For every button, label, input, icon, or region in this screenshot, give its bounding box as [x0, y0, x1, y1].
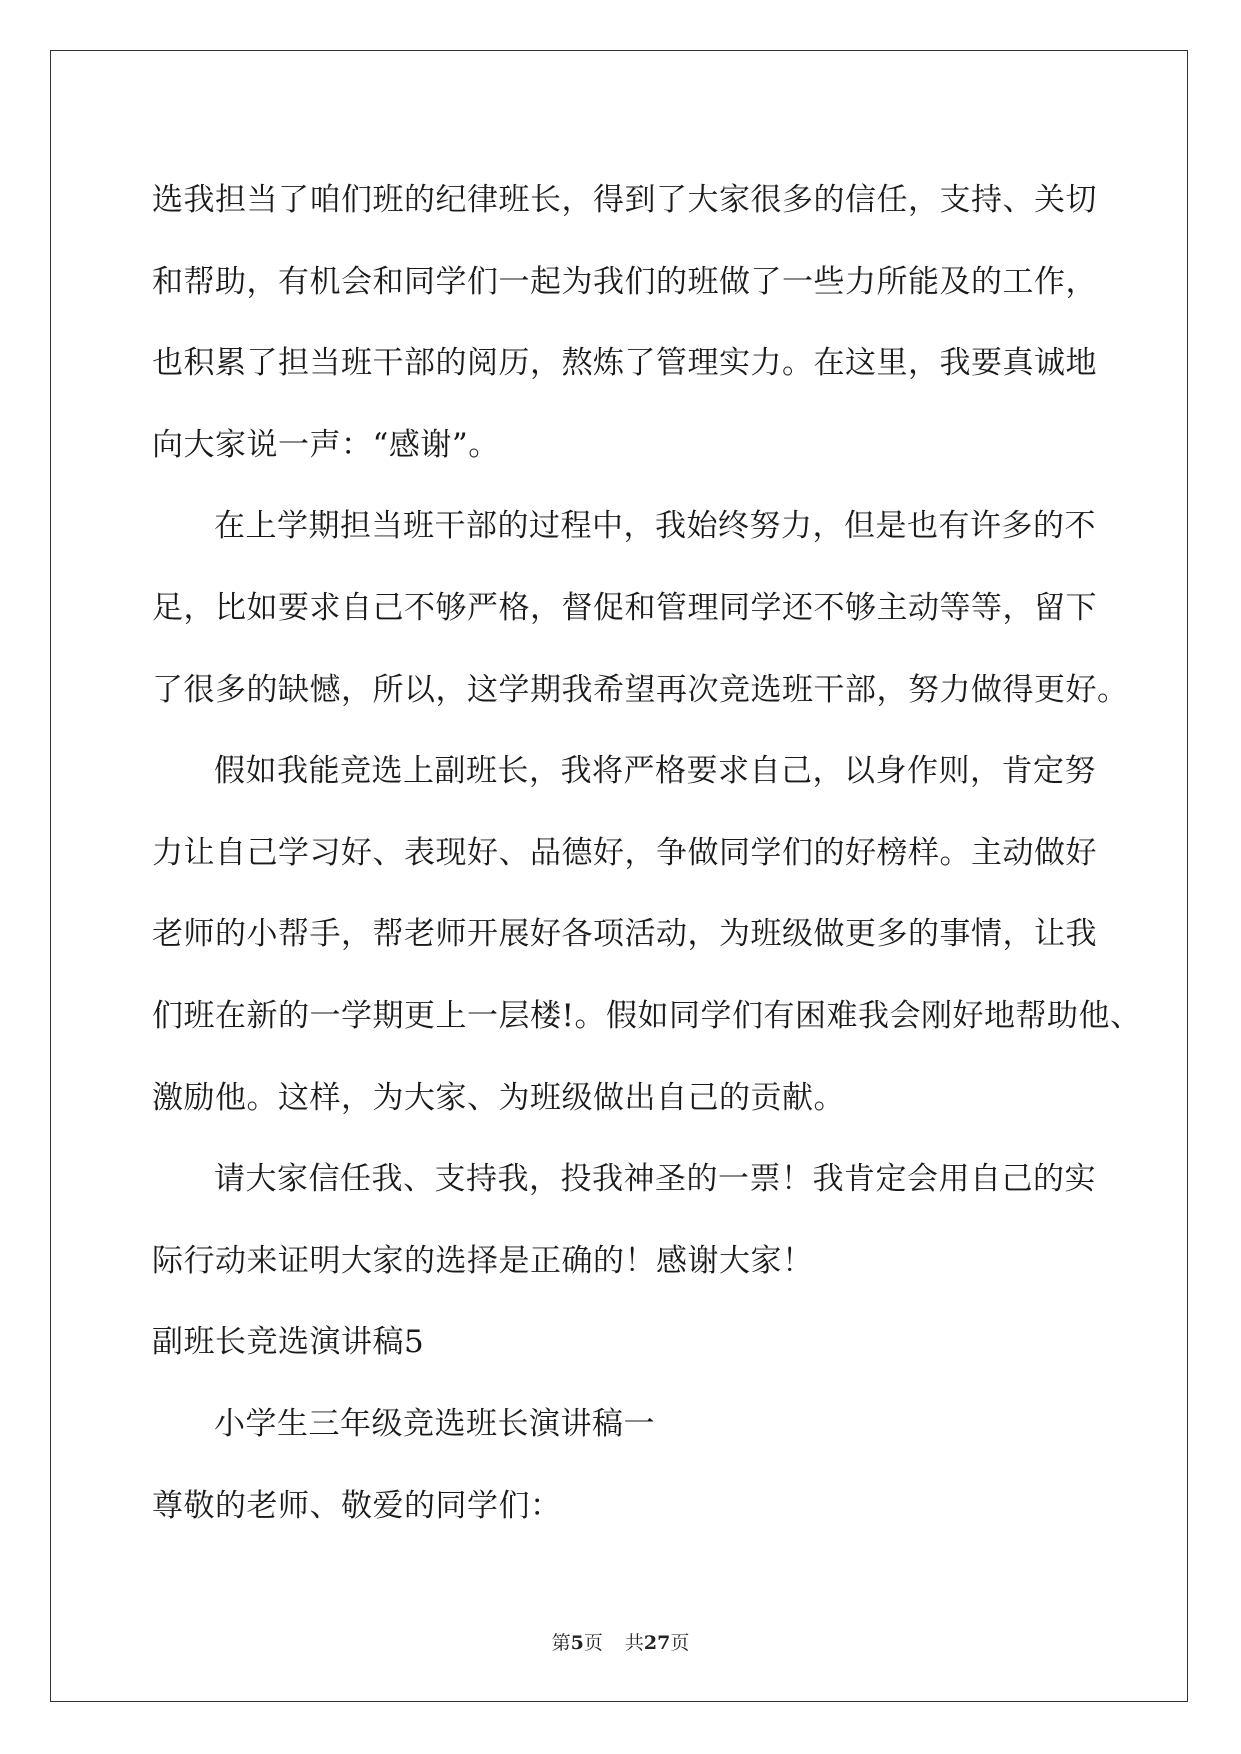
page-number: 5: [570, 1632, 584, 1654]
page-suffix: 页: [583, 1632, 603, 1654]
text-line: 们班在新的一学期更上一层楼!。假如同学们有困难我会刚好地帮助他、: [152, 997, 1142, 1034]
text-line: 选我担当了咱们班的纪律班长，得到了大家很多的信任，支持、关切: [152, 182, 1097, 218]
text-line: 了很多的缺憾，所以，这学期我希望再次竞选班干部，努力做得更好。: [152, 671, 1129, 708]
section-heading: 副班长竞选演讲稿5: [152, 1324, 425, 1361]
text-line: 向大家说一声：“感谢”。: [152, 426, 500, 463]
text-line: 激励他。这样，为大家、为班级做出自己的贡献。: [152, 1079, 845, 1116]
paragraph-start-line: 请大家信任我、支持我，投我神圣的一票！我肯定会用自己的实: [214, 1161, 1096, 1198]
paragraph-start-line: 在上学期担当班干部的过程中，我始终努力，但是也有许多的不: [214, 508, 1096, 545]
paragraph-start-line: 假如我能竞选上副班长，我将严格要求自己，以身作则，肯定努: [214, 753, 1096, 790]
text-line: 力让自己学习好、表现好、品德好，争做同学们的好榜样。主动做好: [152, 834, 1097, 871]
text-line: 足，比如要求自己不够严格，督促和管理同学还不够主动等等，留下: [152, 589, 1097, 626]
total-pages: 27: [643, 1632, 671, 1654]
text-line: 际行动来证明大家的选择是正确的！感谢大家！: [152, 1242, 814, 1279]
text-line: 也积累了担当班干部的阅历，熬炼了管理实力。在这里，我要真诚地: [152, 345, 1097, 382]
salutation: 尊敬的老师、敬爱的同学们：: [152, 1487, 562, 1524]
speech-title: 小学生三年级竞选班长演讲稿一: [214, 1405, 655, 1442]
total-prefix: 共: [624, 1632, 644, 1654]
text-line: 和帮助，有机会和同学们一起为我们的班做了一些力所能及的工作，: [152, 263, 1097, 300]
page-footer: [0, 1628, 1241, 1655]
text-line: 老师的小帮手，帮老师开展好各项活动，为班级做更多的事情，让我: [152, 916, 1097, 953]
page-prefix: 第: [551, 1632, 571, 1654]
document-body: [152, 160, 1142, 1547]
total-suffix: 页: [670, 1632, 690, 1654]
